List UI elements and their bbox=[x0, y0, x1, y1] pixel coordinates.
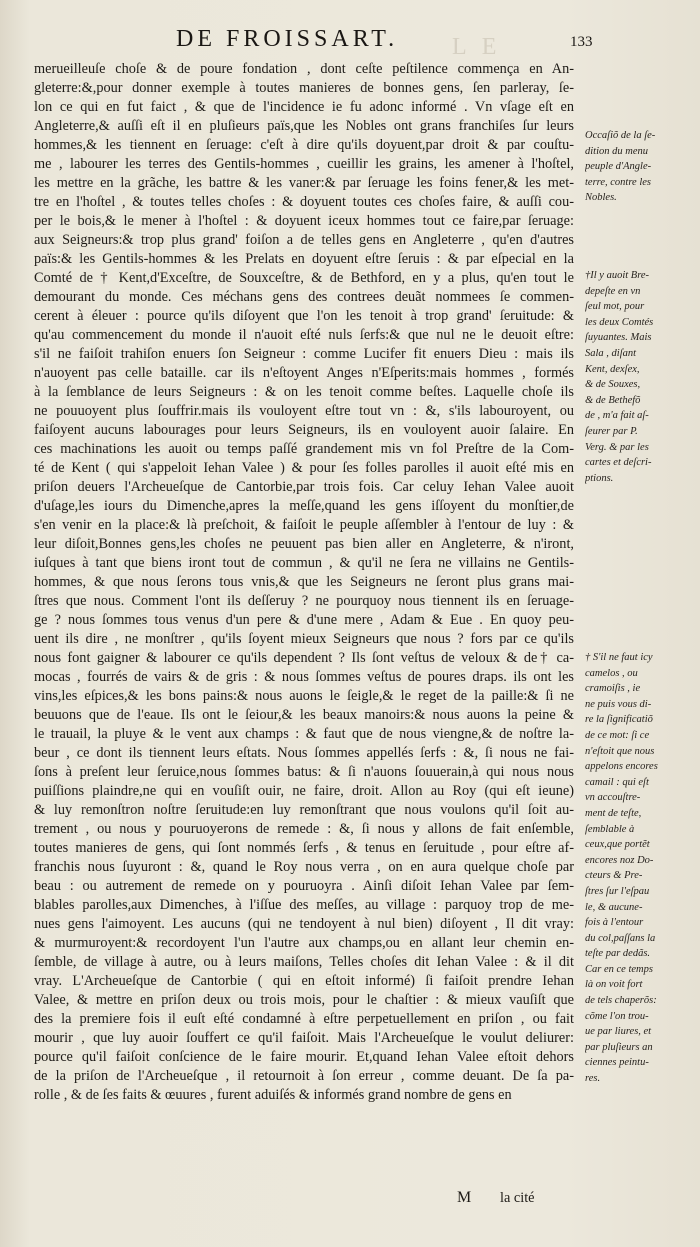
text-line: cerent à éleuer : pource qu'ils diſoyent que l'on les tenoit à trop grand' ſeruitude: & bbox=[34, 308, 574, 324]
sidenote-line: Occaſiõ de la ſe- bbox=[585, 130, 656, 141]
sidenote-line: Verg. & par les bbox=[585, 441, 649, 453]
text-line: nues gens l'aimoyent. Les aucuns (qui ne tendoyent à nul bien) diſoyent , Il dit vray: bbox=[34, 916, 574, 932]
text-line: Comté de † Kent,d'Exceſtre, de Souxceſtre, & de Bethford, en y a plus, qu'en tout le bbox=[34, 270, 574, 286]
sidenote-line: Sala , diſant bbox=[585, 347, 637, 359]
text-line: per le bois,& le mener à l'hoſtel : & doyuent iceux hommes tout ce faire,par ſeruage: bbox=[34, 213, 574, 229]
sidenote-line: appelons encores bbox=[585, 761, 658, 773]
text-line: mocas , fourrés de vairs & de gris : & nous ſommes veſtus de poures draps. ils ont les bbox=[34, 669, 574, 685]
text-line: demourant du monde. Ces méchans gens des contrees deuãt nommees ſe commen- bbox=[34, 289, 574, 305]
text-line: qu'au commencement du monde il n'auoit eſté nuls ſerfs:& que nul ne le deuoit eſtre: bbox=[34, 327, 574, 343]
sidenote-line: re la ſignificatiõ bbox=[585, 714, 653, 726]
text-line: à la ſemblance de leurs Seigneurs : & on les tenoit comme beſtes. Laquelle choſe ils bbox=[34, 384, 574, 400]
sidenote-line: les deux Comtés bbox=[585, 316, 654, 328]
sidenote-line: ment de teſte, bbox=[585, 807, 642, 819]
text-line: beuuons que de l'eaue. Ils ont le ſeiour,& les beaux manoirs:& nous auons la peine & bbox=[34, 707, 574, 723]
text-line: leur diſoit,Bonnes gens,les choſes ne peuuent pas bien aller en Angleterre, & n'iront, bbox=[34, 536, 574, 552]
sidenote-line: ne puis vous di- bbox=[585, 698, 652, 710]
sidenote-line: camail : qui eſt bbox=[585, 776, 649, 788]
text-line: de la priſon de l'Archeueſque , il retournoit à ſon erreur , comme deuant. De ſa pa- bbox=[34, 1068, 574, 1084]
sidenote-line: †Il y auoit Bre- bbox=[585, 270, 650, 281]
text-line: priſon deuers l'Archeueſque de Cantorbie,par trois fois. Car celuy Iehan Valee auoit bbox=[34, 479, 574, 495]
text-line: ne pouuoyent plus ſouffrir.mais ils vouloyent eſtre tout vn : &, s'ils labouroyent, ou bbox=[34, 403, 574, 419]
sidenote-kent bbox=[585, 268, 695, 486]
text-line: les mettre en la grãche, les battre & les vaner:& par ſeruage les foins fener,& les met- bbox=[34, 175, 574, 191]
sidenote-line: le, & aucune- bbox=[585, 901, 643, 913]
text-line: faiſoyent aucuns labourages pour leurs Seigneurs, ils en vouloyent auoir ſalaire. En bbox=[34, 422, 574, 438]
sidenote-line: n'eſtoit que nous bbox=[585, 745, 655, 757]
sidenote-line: teſte par dedãs. bbox=[585, 948, 651, 960]
sidenote-camelos bbox=[585, 650, 695, 1087]
text-line: rolle , & de ſes faits & œuures , furent aduiſés & informés grand nombre de gens en bbox=[34, 1087, 512, 1103]
sidenote-line: Car en ce temps bbox=[585, 963, 653, 975]
text-line: d'uſage,les iours du Dimenche,apres la meſſe,quand les gens iſſoyent du monſtier,de bbox=[34, 498, 574, 514]
text-line: n'auoyent pas celle bataille. car ils n'eſtoyent Anges n'Eſperits:mais hommes , formés bbox=[34, 365, 574, 381]
sidenote-line: res. bbox=[585, 1073, 601, 1085]
text-line: me , labourer les terres des Gentils-hommes , cueillir les grains, les amener à l'hoſtel, bbox=[34, 156, 574, 172]
text-line: lon ce qui en fut faict , & que de l'incidence ie fu adonc informé . Vn vſage eſt en bbox=[34, 99, 574, 115]
text-line: ge ? nous ſommes tous venus d'un pere & d'une mere , Adam & Eue . En quoy peu- bbox=[34, 612, 574, 628]
text-line: blables parolles,aux Dimenches, à l'iſſue des meſſes, au village : parquoy trop de me- bbox=[34, 897, 574, 913]
sidenote-sedition bbox=[585, 128, 695, 206]
sidenote-line: & de Souxes, bbox=[585, 379, 641, 391]
text-line: gleterre:&,pour donner exemple à toutes manieres de bonnes gens, ſen parleray, ſe- bbox=[34, 80, 574, 96]
signature-mark: M bbox=[457, 1189, 472, 1206]
sidenote-line: là on voit fort bbox=[585, 979, 643, 991]
text-line: vins,les eſpices,& les bons pains:& nous auons le ſeigle,& le reget de la paille:& ſi ne bbox=[34, 688, 574, 704]
sidenote-line: ſeul mot, pour bbox=[585, 301, 645, 313]
sidenote-line: Nobles. bbox=[585, 192, 617, 204]
text-line: tre en l'hoſtel , & toutes telles choſes : & doyuent toutes ces choſes faire, & auſſi cou- bbox=[34, 194, 574, 210]
text-line: ces machinations les auoit ou temps paſſé grandement mis vn fol Preſtre de la Com- bbox=[34, 441, 574, 457]
text-line: toutes manieres de gens, qui ſont nommés ſerfs , & tenus en ſeruitude , pour eſtre af- bbox=[34, 840, 574, 856]
sidenote-line: de tels chaperõs: bbox=[585, 995, 657, 1007]
text-line: le trauail, la pluye & le vent aux champs : & faut que de nous viengne,& de noſtre la- bbox=[34, 726, 574, 742]
sidenote-line: cõme l'on trou- bbox=[585, 1010, 649, 1022]
text-line: hommes, & que nous ſerons tous vnis,& que les Seigneurs ne ſeront plus grans mai- bbox=[34, 574, 574, 590]
sidenote-line: ſuyuantes. Mais bbox=[585, 332, 652, 344]
sidenote-line: peuple d'Angle- bbox=[585, 161, 652, 173]
text-line: iuſques à tant que biens iront tout de commun , & qu'il ne ſera ne villains ne Gentils- bbox=[34, 555, 574, 571]
sidenote-line: depeſte en vn bbox=[585, 285, 641, 297]
text-line: pource qu'il faiſoit conſcience de le faire mourir. Et,quand Iehan Valee eſtoit dehors bbox=[34, 1049, 574, 1065]
sidenote-line: vn accouſtre- bbox=[585, 792, 641, 804]
sidenote-line: ſtres ſur l'eſpau bbox=[585, 885, 650, 897]
text-line: ſemble, de village à autre, ou à leurs maiſons, Telles choſes dit Iehan Valee : & il dit bbox=[34, 954, 574, 970]
bleed-through-text: L E bbox=[452, 34, 502, 60]
text-line: païs:& les Gentils-hommes & les Prelats en doyuent eſtre ſeruis : & par eſpecial en la bbox=[34, 251, 574, 267]
text-line: ſtres que nous. Comment l'ont ils deſſeruy ? ne pourquoy nous tiennent ils en ſeruage- bbox=[34, 593, 574, 609]
sidenote-line: ue par liures, et bbox=[585, 1026, 652, 1038]
sidenote-line: cartes et deſcri- bbox=[585, 457, 652, 469]
running-title: DE FROISSART. bbox=[176, 26, 399, 52]
sidenote-line: Kent, dexſex, bbox=[585, 363, 640, 375]
sidenote-line: ceux,que portẽt bbox=[585, 839, 650, 851]
text-line: uent ils dire , ne monſtrer , qu'ils ſoyent mieux Seigneurs que nous ? fors par ce qu'ils bbox=[34, 631, 574, 647]
text-line: vray. L'Archeueſque de Cantorbie ( qui en eſtoit informé) ſi faiſoit prendre Iehan bbox=[34, 973, 574, 989]
sidenote-line: † S'il ne faut icy bbox=[585, 652, 653, 663]
text-line: mourir , que luy auoir ſouffert ce qu'il faiſoit. Mais l'Archeueſque le voulut deliurer: bbox=[34, 1030, 574, 1046]
text-line: nous font gaigner & labourer ce qu'ils dependent ? Ils ſont veſtus de veloux & de† ca- bbox=[34, 650, 574, 666]
text-line: s'il ne faiſoit trahiſon enuers ſon Seigneur : comme Lucifer fit enuers Dieu : mais ils bbox=[34, 346, 574, 362]
page-number: 133 bbox=[570, 34, 593, 50]
text-line: des la premiere fois il euſt eſté condamné à eſtre perpetuellement en priſon , ou fait bbox=[34, 1011, 574, 1027]
sidenote-line: cteurs & Pre- bbox=[585, 870, 643, 882]
sidenote-line: ciennes peintu- bbox=[585, 1057, 649, 1069]
text-line: franchis nous ſuyuront : &, quand le Roy nous verra , on en aura quelque choſe par bbox=[34, 859, 574, 875]
text-line: aux Seigneurs:& trop plus grand' foiſon a de telles gens en Angleterre , qu'en d'autres bbox=[34, 232, 574, 248]
catchword: la cité bbox=[500, 1190, 535, 1206]
text-line: & luy remonſtron noſtre ſeruitude:en luy remonſtrant que nous voulons qu'il ſoit au- bbox=[34, 802, 574, 818]
sidenote-line: ptions. bbox=[585, 472, 614, 484]
sidenote-line: dition du menu bbox=[585, 145, 648, 157]
text-line: Valee, & mettre en priſon deux ou trois mois, pour le chaſtier : & mieux vauſiſt que bbox=[34, 992, 574, 1008]
sidenote-line: de , m'a fait aſ- bbox=[585, 410, 649, 422]
text-line: Angleterre,& auſſi eſt il en pluſieurs païs,que les Nobles ont grans franchiſes ſur leurs bbox=[34, 118, 574, 134]
text-line: s'en venir en la place:& là preſchoit, & faiſoit le peuple aſſembler à l'entour de luy : & bbox=[34, 517, 574, 533]
sidenote-line: & de Bethefõ bbox=[585, 394, 641, 406]
text-line: hommes,& les tiennent en ſeruage: c'eſt à dire qu'ils doyuent,par droit & par couſtu- bbox=[34, 137, 574, 153]
main-text-column bbox=[34, 60, 574, 1105]
sidenote-line: par pluſieurs an bbox=[585, 1041, 653, 1053]
sidenote-line: cramoiſis , ie bbox=[585, 683, 641, 695]
sidenote-line: de ce mot: ſi ce bbox=[585, 729, 650, 741]
sidenote-line: terre, contre les bbox=[585, 176, 651, 188]
text-line: & murmuroyent:& recordoyent l'un l'autre aux champs,ou en allant leur chemin en- bbox=[34, 935, 574, 951]
sidenote-line: encores noz Do- bbox=[585, 854, 654, 866]
text-line: té de Kent ( qui s'appeloit Iehan Valee ) & pour ſes folles parolles il auoit eſté mis en bbox=[34, 460, 574, 476]
text-line: puiſſions plaindre,ne qui en vouſiſt ouir, ne faire, droit. Allon au Roy (qui eſt ieune) bbox=[34, 783, 574, 799]
text-line: ſons à preſent leur ſeruice,nous ſommes batus: & ſi n'auons ſouuerain,à qui nous nous bbox=[34, 764, 574, 780]
sidenote-line: du col,paſſans la bbox=[585, 932, 656, 944]
text-line: beur , ce dont ils tiennent leurs eſtats. Nous ſommes appellés ſerfs : &, ſi nous ne fai- bbox=[34, 745, 574, 761]
text-line: trement , ou nous y pouruoyerons de remede : &, ſi nous y allons de fait enſemble, bbox=[34, 821, 574, 837]
text-line: merueilleuſe choſe & de poure fondation , dont ceſte peſtilence commença en An- bbox=[34, 61, 574, 77]
sidenote-line: ſeurer par P. bbox=[585, 425, 638, 437]
text-line: beau : ou autrement de remede on y pouruoyra . Ainſi diſoit Iehan Valee par ſem- bbox=[34, 878, 574, 894]
sidenote-line: camelos , ou bbox=[585, 667, 638, 679]
sidenote-line: fois à l'entour bbox=[585, 917, 644, 929]
sidenote-line: ſemblable à bbox=[585, 823, 635, 835]
